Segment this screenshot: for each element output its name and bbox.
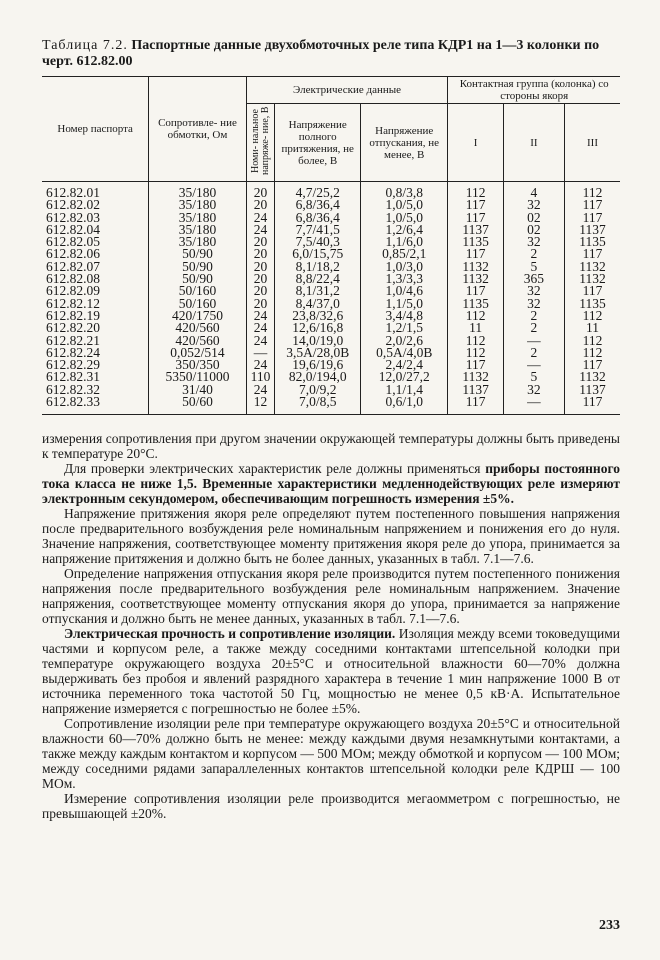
cell-passport: 612.82.29 [42,359,149,371]
table-caption-title: Паспортные данные двухобмоточных реле типа КДР1 на 1—3 колонки по черт. 612.82.00 [42,38,600,69]
cell-contact-2: — [503,359,564,371]
cell-passport: 612.82.07 [42,261,149,273]
cell-release: 3,4/4,8 [361,310,448,322]
cell-contact-3: 112 [582,307,603,323]
cell-pull: 19,6/19,6 [275,359,361,371]
cell-resistance: 420/1750 [149,310,246,322]
cell-nominal: 20 [246,236,275,248]
cell-release: 1,1/6,0 [361,236,448,248]
cell-passport: 612.82.06 [42,248,149,260]
cell-pull: 82,0/194,0 [275,371,361,383]
cell-nominal: 20 [246,285,275,297]
paragraph-7: Измерение сопротивления изоляции реле производится мегаомметром с погрешностью, не превышающей ±20%. [42,791,620,822]
cell-contact-1: 11 [448,322,503,334]
cell-nominal: 24 [246,335,275,347]
cell-contact-2: 32 [503,199,564,211]
cell-nominal: 24 [246,212,275,224]
cell-contact-3: 1132 [579,369,606,385]
paragraph-1: измерения сопротивления при другом значении окружающей температуры должны быть приведены к температуре 20°С. [42,431,620,462]
cell-contact-1: 112 [448,182,503,200]
cell-contact-3: 112 [582,185,603,200]
cell-passport: 612.82.32 [42,384,149,396]
cell-pull: 8,8/22,4 [275,273,361,285]
cell-nominal: 24 [246,384,275,396]
cell-contact-3: 1137 [579,381,606,397]
cell-resistance: 50/160 [149,285,246,297]
paragraph-3: Напряжение притяжения якоря реле определяют путем постепенного повышения напряжения после предварительного возбуждения реле номинальным напряжением и понижения его до нуля. Значение напряжения, соответствующее моменту притяжения якоря реле до упора, принимается за напряжение притяжения и должно быть не более данных, указанных в табл. 7.1—7.6. [42,506,620,567]
cell-nominal: 20 [246,248,275,260]
cell-pull: 4,7/25,2 [275,182,361,200]
header-nominal [246,104,275,182]
cell-contact-2: 02 [503,224,564,236]
cell-contact-1: 1132 [448,273,503,285]
cell-contact-3: 112 [582,344,603,360]
cell-resistance: 50/60 [149,396,246,415]
cell-contact-2: 2 [503,248,564,260]
cell-passport: 612.82.12 [42,298,149,310]
cell-release: 0,6/1,0 [361,396,448,415]
header-col-3: III [565,104,621,182]
cell-pull: 6,0/15,75 [275,248,361,260]
cell-contact-1: 117 [448,248,503,260]
cell-resistance: 5350/11000 [149,371,246,383]
header-col-2: II [503,104,564,182]
cell-contact-1: 1137 [448,224,503,236]
cell-pull: 6,8/36,4 [275,212,361,224]
cell-passport: 612.82.04 [42,224,149,236]
cell-contact-1: 117 [448,359,503,371]
cell-resistance: 35/180 [149,236,246,248]
cell-release: 1,1/1,4 [361,384,448,396]
cell-passport: 612.82.33 [42,396,149,415]
header-electrical: Электрические данные [246,77,448,104]
cell-contact-3: 112 [582,332,603,348]
table-caption-lead: Таблица 7.2. [42,38,128,53]
cell-release: 0,5А/4,0В [361,347,448,359]
cell-contact-1: 117 [448,212,503,224]
header-pull: Напряжение полного притяжения, не более, В [275,104,361,182]
cell-pull: 12,6/16,8 [275,322,361,334]
passport-table [42,76,620,415]
cell-contact-3: 117 [582,246,603,262]
cell-contact-3: 117 [582,209,603,225]
cell-pull: 7,7/41,5 [275,224,361,236]
body-text [42,431,620,821]
cell-nominal: 24 [246,359,275,371]
cell-pull: 7,0/9,2 [275,384,361,396]
cell-contact-2: 5 [503,371,564,383]
header-col-1: I [448,104,503,182]
cell-release: 1,1/5,0 [361,298,448,310]
cell-passport: 612.82.02 [42,199,149,211]
cell-release: 2,0/2,6 [361,335,448,347]
paragraph-6: Сопротивление изоляции реле при температуре окружающего воздуха 20±5°С и относительной влажности 60—70% должно быть не менее: между каждыми двумя незамкнутыми контактами, а также между каждым контактом и корпусом — 500 МОм; между обмоткой и корпусом — 100 МОм; между соседними рядами запараллеленных контактов штепсельной колодки реле КДРШ — 100 МОм. [42,716,620,792]
cell-release: 1,0/5,0 [361,212,448,224]
cell-resistance: 50/90 [149,261,246,273]
cell-nominal: 20 [246,261,275,273]
cell-resistance: 50/90 [149,248,246,260]
cell-resistance: 35/180 [149,199,246,211]
paragraph-2 [42,461,620,506]
cell-contact-3: 1135 [579,234,606,250]
paragraph-5-body: Изоляция между всеми токоведущими частями и корпусом реле, а также между соседними контактами штепсельной колодки при температуре окружающего воздуха 20±5°С и относительной влажности 60—70% должна выдерживать без пробоя и явлений разрядного характера в течение 1 мин напряжение 1000 В от источника переменного тока частотой 50 Гц, мощностью не менее 0,5 кВ·А. Испытательное напряжение измеряется с погрешностью не более ±5%. [42,626,620,717]
paragraph-5 [42,626,620,716]
cell-contact-1: 1132 [448,371,503,383]
cell-contact-1: 117 [448,285,503,297]
cell-pull: 14,0/19,0 [275,335,361,347]
cell-contact-3: 117 [565,396,621,415]
cell-release: 0,8/3,8 [361,182,448,200]
cell-release: 1,0/3,0 [361,261,448,273]
cell-contact-2: 5 [503,261,564,273]
cell-contact-1: 112 [448,310,503,322]
cell-release: 2,4/2,4 [361,359,448,371]
table-caption [42,38,620,70]
cell-resistance: 35/180 [149,212,246,224]
paragraph-4: Определение напряжения отпускания якоря реле производится путем постепенного понижения напряжения после предварительного возбуждения реле номинальным напряжением. Значение напряжения, соответствующее моменту отпускания якоря до упора, принимается за напряжение отпускания и должно быть не менее данных, указанных в табл. 7.1—7.6. [42,566,620,627]
header-passport: Номер паспорта [42,77,149,182]
cell-contact-1: 1132 [448,261,503,273]
table-row [42,396,620,415]
cell-resistance: 35/180 [149,224,246,236]
cell-passport: 612.82.21 [42,335,149,347]
cell-contact-3: 117 [582,283,603,299]
cell-nominal: 24 [246,224,275,236]
cell-contact-3: 1132 [579,271,606,287]
cell-contact-3: 117 [582,197,603,213]
cell-contact-2: 2 [503,347,564,359]
cell-resistance: 420/560 [149,335,246,347]
cell-nominal: — [246,347,275,359]
cell-passport: 612.82.20 [42,322,149,334]
cell-contact-2: 2 [503,310,564,322]
paragraph-2-part-c: Временные характеристики медленнодействующих реле измеряют электронным секундомером, обеспечивающим погрешность измерения ±5%. [42,476,620,507]
cell-contact-3: 1132 [579,258,606,274]
cell-pull: 6,8/36,4 [275,199,361,211]
cell-contact-2: 32 [503,285,564,297]
cell-contact-1: 112 [448,335,503,347]
cell-passport: 612.82.09 [42,285,149,297]
cell-nominal: 20 [246,273,275,285]
cell-release: 12,0/27,2 [361,371,448,383]
cell-release: 1,3/3,3 [361,273,448,285]
cell-pull: 8,1/31,2 [275,285,361,297]
cell-contact-2: 32 [503,298,564,310]
page-number: 233 [599,918,620,933]
cell-resistance: 350/350 [149,359,246,371]
paragraph-2-part-b: приборы постоянного тока класса не ниже 1,5. [42,461,621,492]
header-release: Напряжение отпускания, не менее, В [361,104,448,182]
cell-passport: 612.82.03 [42,212,149,224]
cell-release: 1,0/4,6 [361,285,448,297]
cell-resistance: 31/40 [149,384,246,396]
cell-contact-1: 117 [448,396,503,415]
header-contacts: Контактная группа (колонка) со стороны якоря [448,77,620,104]
cell-resistance: 35/180 [149,182,246,200]
cell-passport: 612.82.24 [42,347,149,359]
cell-contact-3: 117 [582,357,603,373]
cell-resistance: 0,052/514 [149,347,246,359]
cell-contact-2: 365 [503,273,564,285]
cell-nominal: 20 [246,298,275,310]
cell-contact-2: 32 [503,236,564,248]
cell-passport: 612.82.01 [42,182,149,200]
cell-contact-1: 1137 [448,384,503,396]
cell-contact-2: 4 [503,182,564,200]
cell-pull: 8,4/37,0 [275,298,361,310]
cell-nominal: 24 [246,310,275,322]
cell-contact-3: 1137 [579,221,606,237]
cell-contact-2: 32 [503,384,564,396]
cell-contact-2: 02 [503,212,564,224]
header-resistance: Сопротивле- ние обмотки, Ом [149,77,246,182]
cell-pull: 7,0/8,5 [275,396,361,415]
cell-release: 0,85/2,1 [361,248,448,260]
cell-nominal: 24 [246,322,275,334]
cell-passport: 612.82.19 [42,310,149,322]
cell-contact-3: 11 [586,320,599,336]
cell-pull: 3,5А/28,0В [275,347,361,359]
cell-passport: 612.82.05 [42,236,149,248]
cell-contact-1: 1135 [448,298,503,310]
cell-pull: 23,8/32,6 [275,310,361,322]
cell-contact-1: 117 [448,199,503,211]
header-nominal-text: Номи- нальное напряже- ние, В [249,106,271,176]
cell-nominal: 20 [246,182,275,200]
cell-pull: 7,5/40,3 [275,236,361,248]
cell-release: 1,0/5,0 [361,199,448,211]
cell-nominal: 110 [246,371,275,383]
cell-resistance: 50/90 [149,273,246,285]
cell-pull: 8,1/18,2 [275,261,361,273]
cell-resistance: 50/160 [149,298,246,310]
cell-contact-3: 1135 [579,295,606,311]
cell-contact-2: — [503,335,564,347]
cell-nominal: 20 [246,199,275,211]
table-body [42,182,620,415]
cell-release: 1,2/6,4 [361,224,448,236]
cell-contact-1: 1135 [448,236,503,248]
cell-contact-1: 112 [448,347,503,359]
cell-passport: 612.82.08 [42,273,149,285]
cell-resistance: 420/560 [149,322,246,334]
document-page [42,38,620,821]
cell-release: 1,2/1,5 [361,322,448,334]
cell-nominal: 12 [246,396,275,415]
paragraph-2-part-a: Для проверки электрических характеристик реле должны применяться [64,461,481,477]
cell-contact-2: — [503,396,564,415]
paragraph-5-heading: Электрическая прочность и сопротивление изоляции. [64,626,396,642]
cell-passport: 612.82.31 [42,371,149,383]
cell-contact-2: 2 [503,322,564,334]
